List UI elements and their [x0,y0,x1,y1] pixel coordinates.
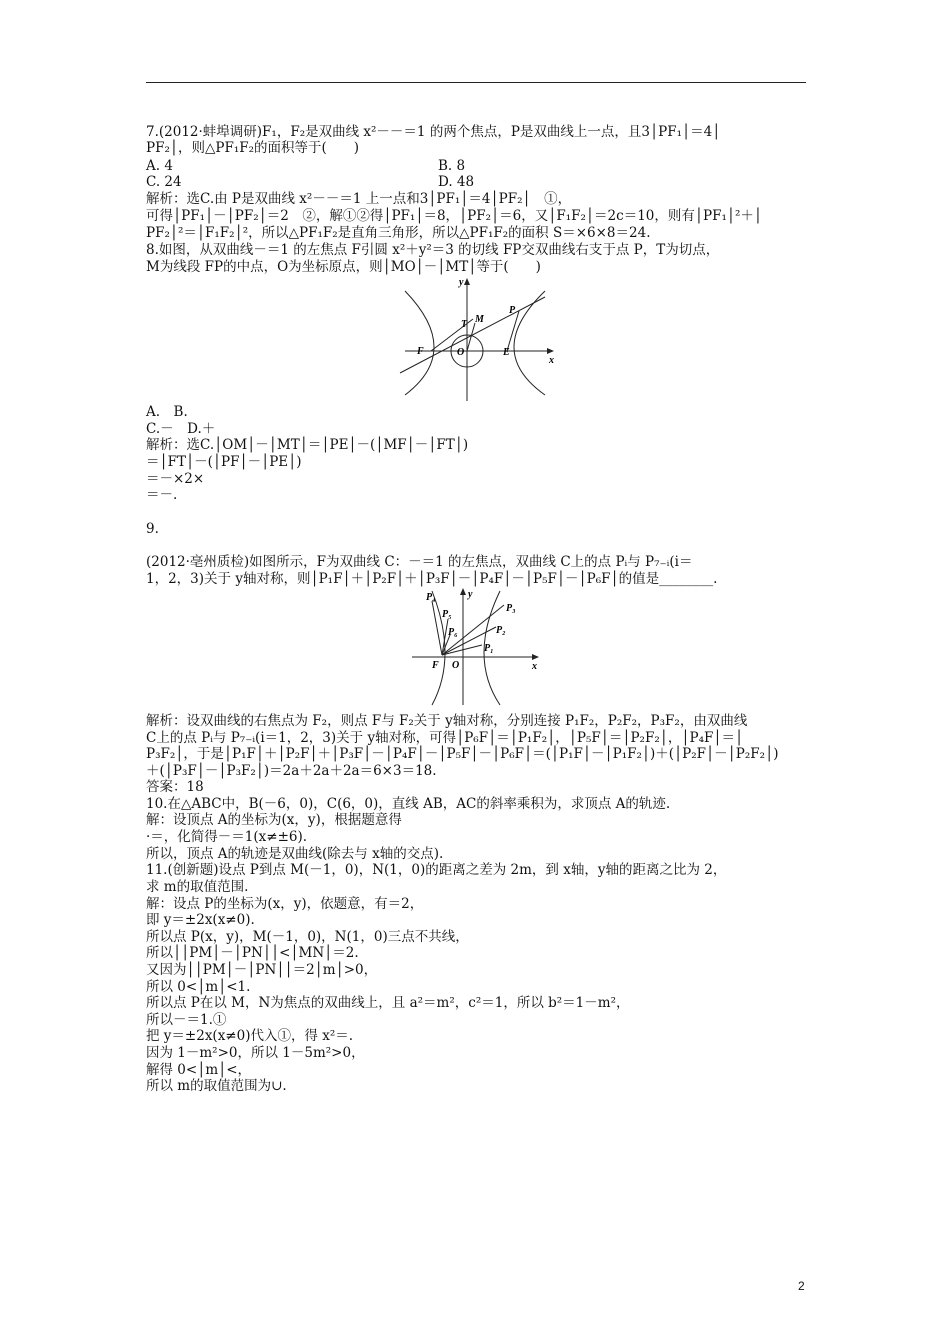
q7-stem-line-1: 7.(2012·蚌埠调研)F₁，F₂是双曲线 x²－－＝1 的两个焦点，P是双曲线上一点，且3│PF₁│＝4│ [146,124,721,140]
q9-solution-line-1: 解析：设双曲线的右焦点为 F₂，则点 F与 F₂关于 y轴对称，分别连接 P₁F₂，P₂F₂，P₃F₂，由双曲线 [146,713,748,729]
q9-label-p2: P₂ [496,625,506,636]
q8-hyperbola-figure [395,275,565,405]
q8-stem-line-2: M为线段 FP的中点，O为坐标原点，则│MO│－│MT│等于( ) [146,259,541,275]
q8-label-x: x [549,355,554,366]
q9-solution-line-3: P₃F₂│，于是│P₁F│＋│P₂F│＋│P₃F│－│P₄F│－│P₅F│－│P₆F│＝(│P₁F│－│P₁F₂│)＋(│P₂F│－│P₂F₂│) [146,746,779,762]
q8-x-axis-arrow [547,348,554,354]
q9-label-p5: P₅ [442,609,452,620]
q8-label-y: y [459,277,464,288]
q9-hyperbola-figure [408,587,548,709]
q8-label-t: T [461,319,468,330]
q8-label-o: O [457,347,465,358]
q7-stem-line-2: PF₂│，则△PF₁F₂的面积等于( ) [146,140,360,156]
q7-option-d: D. 48 [438,174,475,190]
q8-label-e: E [503,347,510,358]
q8-stem-line-1: 8.如图，从双曲线－＝1 的左焦点 F引圆 x²＋y²＝3 的切线 FP交双曲线右支于点 P，T为切点， [146,242,720,258]
q9-label-o: O [452,660,460,671]
q8-options-cd: C.－ D.＋ [146,421,216,437]
q7-option-a: A. 4 [146,158,173,174]
header-rule [146,82,806,83]
q8-hyperbola-right-branch [514,291,545,395]
q11-solution-line-5: 又因为││PM│－│PN││＝2│m│>0， [146,962,378,978]
q9-y-axis-arrow [460,588,466,595]
q9-label-f: F [432,660,439,671]
q9-label-p3: P₃ [506,603,516,614]
q7-solution-line-3: PF₂│²＝│F₁F₂│²，所以△PF₁F₂是直角三角形，所以△PF₁F₂的面积 S＝×6×8＝24. [146,225,651,241]
q8-y-axis-arrow [464,278,470,285]
q11-solution-line-9: 把 y＝±2x(x≠0)代入①，得 x²＝. [146,1028,354,1044]
q9-label-p4: P₄ [426,592,436,603]
q11-solution-line-4: 所以││PM│－│PN││<│MN│＝2. [146,945,359,961]
q8-solution-line-2: ＝│FT│－(│PF│－│PE│) [146,454,302,470]
q11-solution-line-6: 所以 0<│m│<1. [146,979,251,995]
q8-tangent-line-fp [400,297,545,373]
q8-label-m: M [475,314,484,325]
q7-solution-line-2: 可得│PF₁│－│PF₂│＝2 ②，解①②得│PF₁│＝8，│PF₂│＝6，又│F₁F₂│＝2c＝10，则有│PF₁│²＋│ [146,208,763,224]
q10-solution-line-2: ·＝，化简得－＝1(x≠±6). [146,829,308,845]
q11-solution-line-3: 所以点 P(x，y)，M(－1，0)，N(1，0)三点不共线， [146,929,469,945]
q9-solution-line-4: ＋(│P₃F│－│P₃F₂│)＝2a＋2a＋2a＝6×3＝18. [146,763,437,779]
page-number: 2 [798,1279,805,1293]
q11-solution-line-7: 所以点 P在以 M，N为焦点的双曲线上，且 a²＝m²，c²＝1，所以 b²＝1－m²， [146,995,630,1011]
q9-label-x: x [532,661,537,672]
q8-hyperbola-left-branch [405,291,434,395]
q9-x-axis-arrow [532,654,539,660]
q9-stem-line-1: (2012·亳州质检)如图所示，F为双曲线 C：－＝1 的左焦点，双曲线 C上的点 Pᵢ与 P₇₋ᵢ(i＝ [146,554,693,570]
q8-solution-line-4: ＝－. [146,487,178,503]
q9-number: 9. [146,521,159,537]
q10-stem: 10.在△ABC中，B(－6，0)，C(6，0)，直线 AB，AC的斜率乘积为，求顶点 A的轨迹. [146,796,671,812]
q11-solution-line-8: 所以－＝1.① [146,1012,227,1028]
q7-option-b: B. 8 [438,158,466,174]
q11-solution-line-10: 因为 1－m²>0，所以 1－5m²>0， [146,1045,365,1061]
q9-stem-line-2: 1，2，3)关于 y轴对称，则│P₁F│＋│P₂F│＋│P₃F│－│P₄F│－│P₅F│－│P₆F│的值是________. [146,571,718,587]
q11-solution-line-11: 解得 0<│m│<， [146,1062,252,1078]
q9-segment-p4f [432,601,442,655]
q8-solution-line-3: ＝－×2× [146,471,205,487]
q11-solution-line-2: 即 y＝±2x(x≠0). [146,912,255,928]
q9-label-y: y [468,589,473,600]
q11-stem-line-2: 求 m的取值范围. [146,879,249,895]
q7-solution-line-1: 解析：选C.由 P是双曲线 x²－－＝1 上一点和3│PF₁│＝4│PF₂│ ①， [146,191,572,207]
q8-label-p: P [509,305,516,316]
q8-solution-line-1: 解析：选C.│OM│－│MT│＝│PE│－(│MF│－│FT│) [146,437,469,453]
q8-label-f: F [417,346,424,357]
q7-option-c: C. 24 [146,174,182,190]
q11-solution-line-12: 所以 m的取值范围为∪. [146,1078,287,1094]
q10-solution-line-1: 解：设顶点 A的坐标为(x，y)，根据题意得 [146,812,402,828]
q11-solution-line-1: 解：设点 P的坐标为(x，y)，依题意，有＝2， [146,896,424,912]
q9-solution-line-2: C上的点 Pᵢ与 P₇₋ᵢ(i＝1，2，3)关于 y轴对称，可得│P₆F│＝│P₁F₂│，│P₅F│＝│P₂F₂│，│P₄F│＝│ [146,730,744,746]
q9-answer: 答案：18 [146,779,204,795]
q8-options-ab: A. B. [146,404,188,420]
q11-stem-line-1: 11.(创新题)设点 P到点 M(－1，0)，N(1，0)的距离之差为 2m，到 x轴，y轴的距离之比为 2， [146,862,727,878]
q9-label-p6: P₆ [448,627,458,638]
q9-label-p1: P₁ [484,643,494,654]
q10-solution-line-3: 所以，顶点 A的轨迹是双曲线(除去与 x轴的交点). [146,846,444,862]
